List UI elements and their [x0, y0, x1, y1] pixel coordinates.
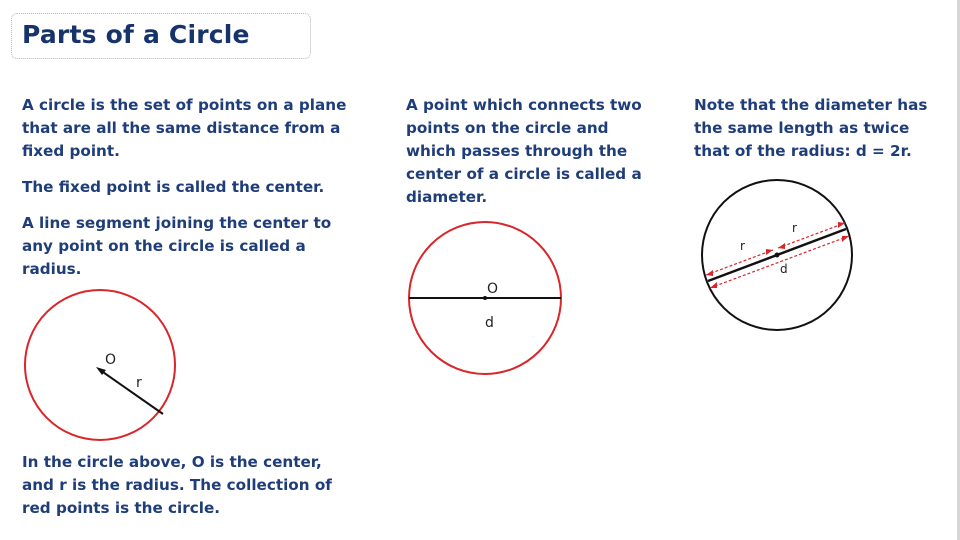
circle-definition-text: A circle is the set of points on a plane that are all the same distance from a fixed point.: [22, 96, 347, 160]
arrowhead-icon: [778, 243, 785, 249]
radius-indicator-left: [706, 250, 773, 275]
diameter-equals-two-radii-diagram: [700, 180, 860, 340]
center-label: O: [487, 281, 499, 297]
arrowhead-icon: [766, 249, 773, 255]
radius-definition-text: A line segment joining the center to any point on the circle is called a radius.: [22, 214, 332, 278]
radius-indicator-right: [778, 223, 845, 248]
center-point: [775, 253, 780, 258]
arrowhead-icon: [706, 270, 713, 276]
center-label: O: [105, 352, 117, 368]
radius-label-right: r: [792, 221, 797, 235]
red-circle: [25, 290, 175, 440]
radius-label-left: r: [740, 239, 745, 253]
radius-label: r: [136, 375, 142, 391]
diameter-label: d: [780, 262, 788, 276]
diameter-circle-diagram: [405, 220, 565, 380]
diameter-radius-note-text: Note that the diameter has the same length as twice that of the radius: d = 2r.: [694, 96, 928, 160]
diameter-label: d: [485, 315, 494, 331]
page-title: Parts of a Circle: [22, 20, 250, 49]
circle-summary-text: In the circle above, O is the center, and r is the radius. The collection of red points is the circle.: [22, 453, 332, 517]
radius-line: [100, 370, 163, 414]
diameter-definition-text: A point which connects two points on the circle and which passes through the center of a circle is called a diameter.: [406, 96, 642, 206]
radius-circle-diagram: [20, 290, 185, 450]
center-definition-text: The fixed point is called the center.: [22, 178, 325, 196]
arrowhead-icon: [838, 222, 845, 228]
